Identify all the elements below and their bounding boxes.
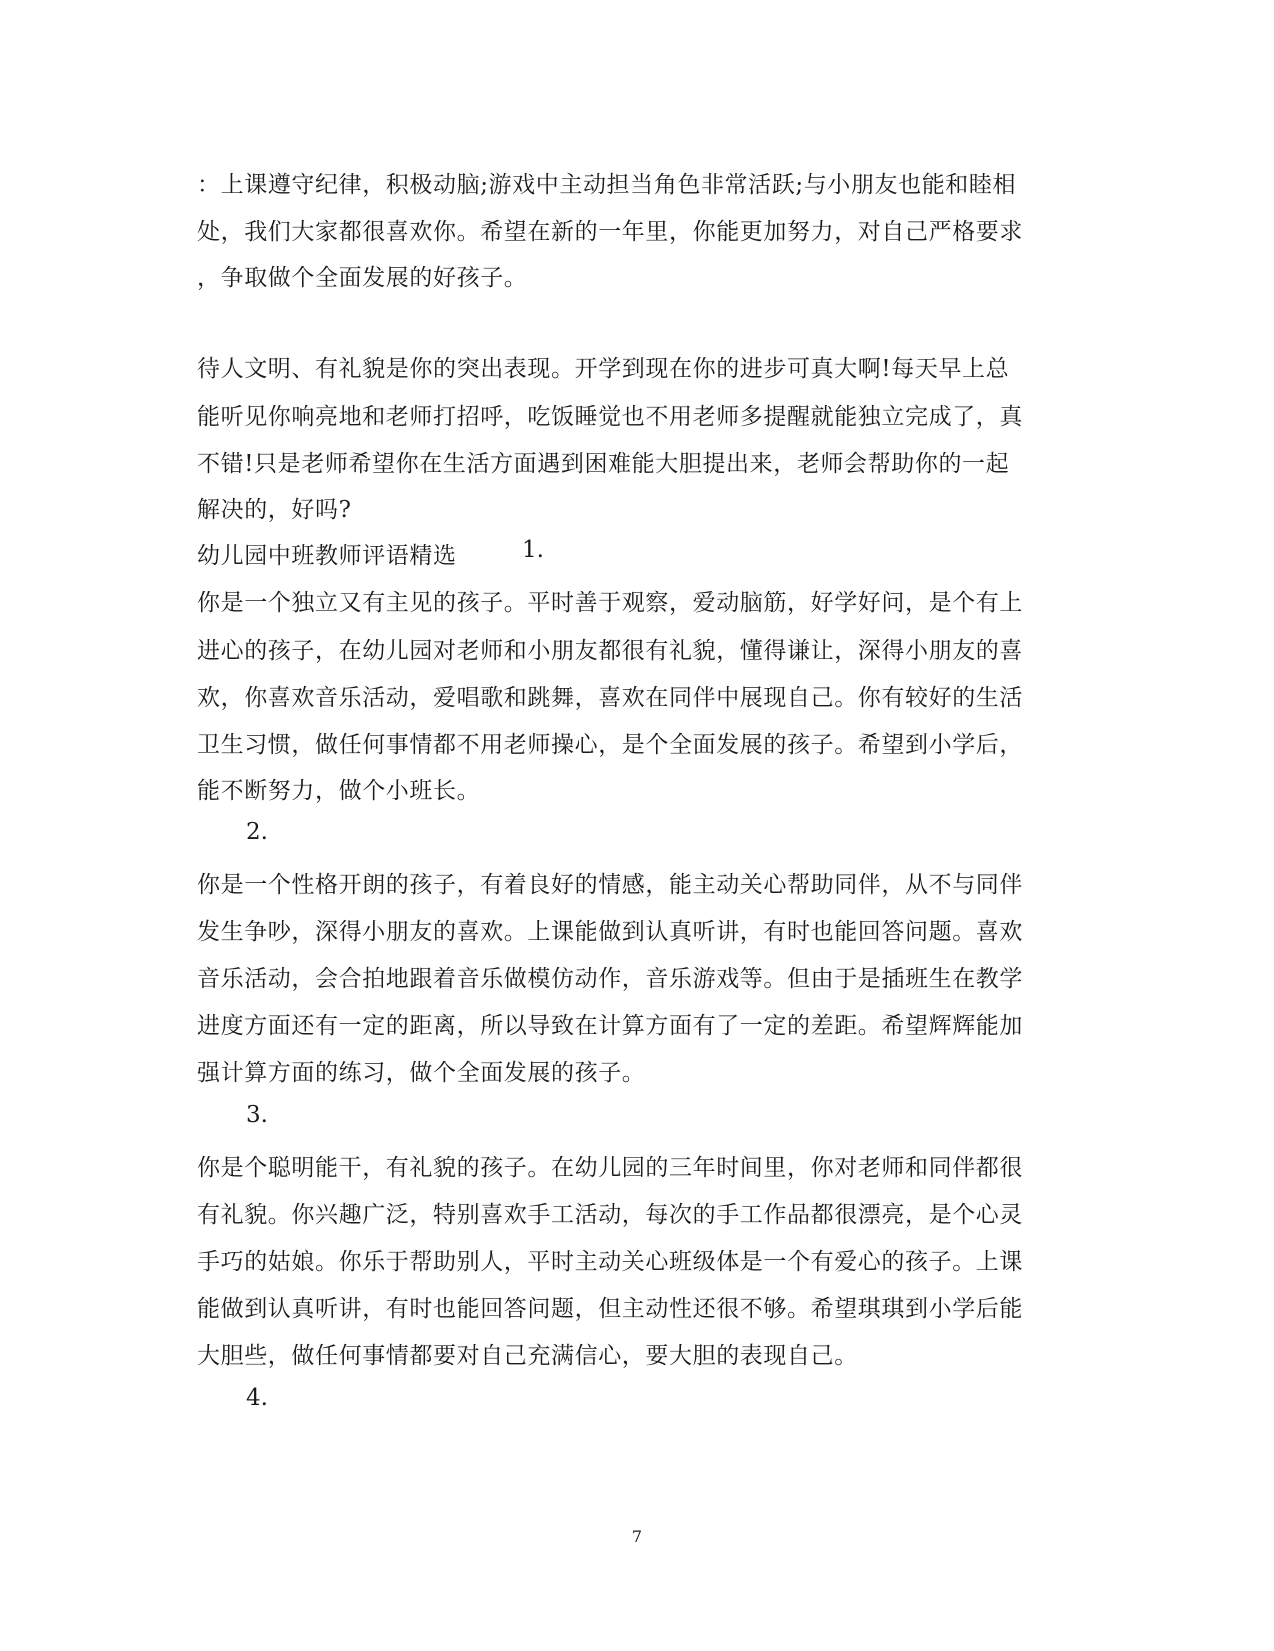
paragraph-5-line-3: 手巧的姑娘。你乐于帮助别人，平时主动关心班级体是一个有爱心的孩子。上课 — [197, 1249, 1023, 1275]
paragraph-1-line-2: 处，我们大家都很喜欢你。希望在新的一年里，你能更加努力，对自己严格要求 — [197, 219, 1023, 245]
paragraph-3-line-2: 进心的孩子，在幼儿园对老师和小朋友都很有礼貌，懂得谦让，深得小朋友的喜 — [197, 638, 1023, 664]
item-number-3: 3. — [246, 1102, 268, 1128]
paragraph-4-line-4: 进度方面还有一定的距离，所以导致在计算方面有了一定的差距。希望辉辉能加 — [197, 1013, 1023, 1039]
paragraph-1-line-1: ：上课遵守纪律，积极动脑;游戏中主动担当角色非常活跃;与小朋友也能和睦相 — [197, 172, 1017, 198]
paragraph-3-line-3: 欢，你喜欢音乐活动，爱唱歌和跳舞，喜欢在同伴中展现自己。你有较好的生活 — [197, 685, 1023, 711]
paragraph-4-line-3: 音乐活动，会合拍地跟着音乐做模仿动作，音乐游戏等。但由于是插班生在教学 — [197, 966, 1023, 992]
paragraph-5-line-5: 大胆些，做任何事情都要对自己充满信心，要大胆的表现自己。 — [197, 1343, 858, 1369]
paragraph-4-line-1: 你是一个性格开朗的孩子，有着良好的情感，能主动关心帮助同伴，从不与同伴 — [197, 872, 1023, 898]
item-number-4: 4. — [246, 1385, 268, 1411]
paragraph-1-line-3: ，争取做个全面发展的好孩子。 — [197, 265, 528, 291]
paragraph-4-line-5: 强计算方面的练习，做个全面发展的孩子。 — [197, 1060, 646, 1086]
heading-number: 1. — [522, 537, 544, 563]
paragraph-2-line-1: 待人文明、有礼貌是你的突出表现。开学到现在你的进步可真大啊!每天早上总 — [197, 356, 1010, 382]
paragraph-4-line-2: 发生争吵，深得小朋友的喜欢。上课能做到认真听讲，有时也能回答问题。喜欢 — [197, 919, 1023, 945]
paragraph-5-line-2: 有礼貌。你兴趣广泛，特别喜欢手工活动，每次的手工作品都很漂亮，是个心灵 — [197, 1202, 1023, 1228]
section-heading: 幼儿园中班教师评语精选 — [197, 543, 457, 569]
paragraph-2-line-2: 能听见你响亮地和老师打招呼，吃饭睡觉也不用老师多提醒就能独立完成了，真 — [197, 404, 1023, 430]
paragraph-2-line-3: 不错!只是老师希望你在生活方面遇到困难能大胆提出来，老师会帮助你的一起 — [197, 451, 1010, 477]
paragraph-2-line-4: 解决的，好吗? — [197, 497, 352, 523]
paragraph-3-line-5: 能不断努力，做个小班长。 — [197, 778, 481, 804]
item-number-2: 2. — [246, 819, 268, 845]
paragraph-3-line-4: 卫生习惯，做任何事情都不用老师操心，是个全面发展的孩子。希望到小学后， — [197, 732, 1023, 758]
paragraph-5-line-4: 能做到认真听讲，有时也能回答问题，但主动性还很不够。希望琪琪到小学后能 — [197, 1296, 1023, 1322]
paragraph-5-line-1: 你是个聪明能干，有礼貌的孩子。在幼儿园的三年时间里，你对老师和同伴都很 — [197, 1155, 1023, 1181]
paragraph-3-line-1: 你是一个独立又有主见的孩子。平时善于观察，爱动脑筋，好学好问，是个有上 — [197, 590, 1023, 616]
page-number: 7 — [631, 1527, 643, 1546]
